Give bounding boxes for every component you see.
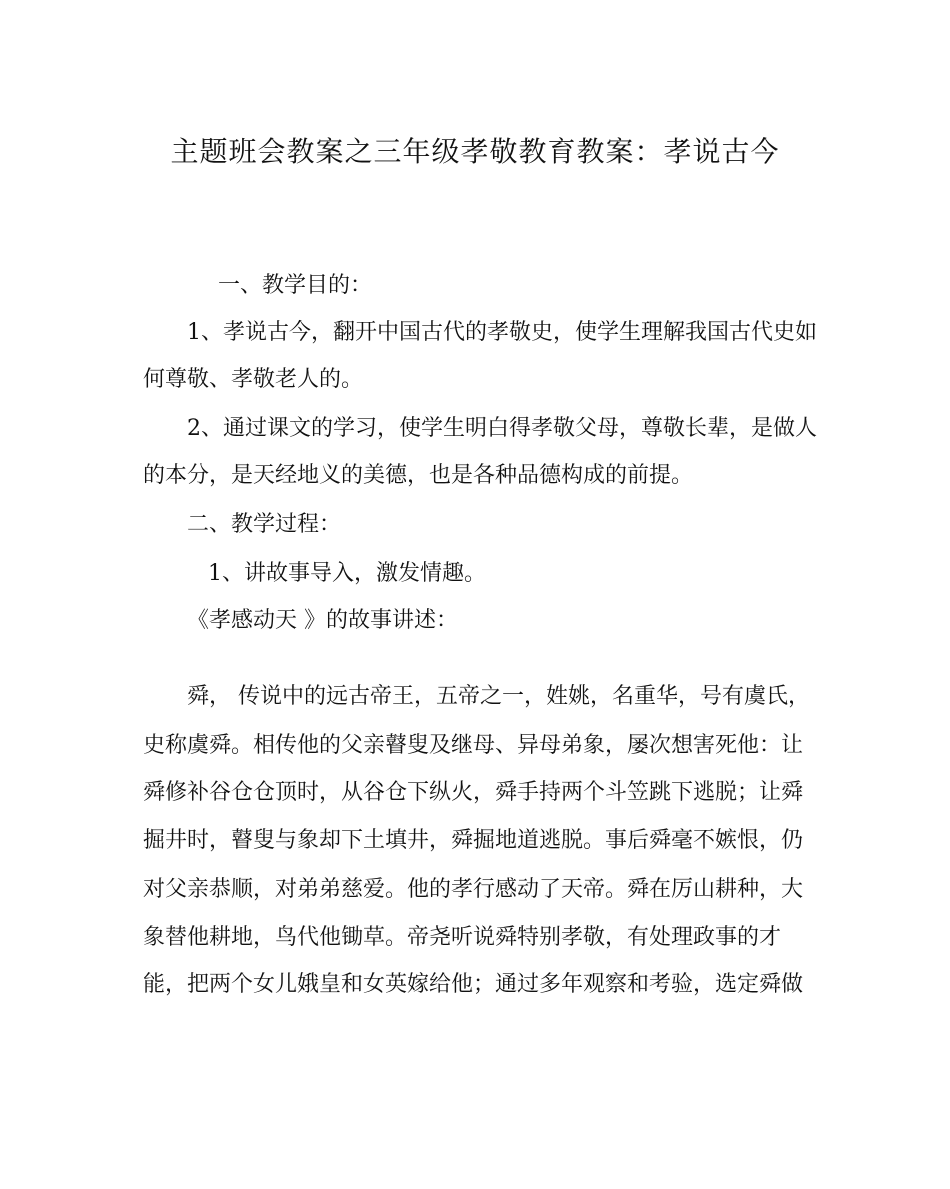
story-line: 史称虞舜。相传他的父亲瞽叟及继母、异母弟象，屡次想害死他：让	[143, 733, 804, 758]
heading-objectives: 一、教学目的：	[218, 273, 373, 298]
paragraph-line: 2、通过课文的学习，使学生明白得孝敬父母，尊敬长辈，是做人	[187, 416, 817, 441]
story-line: 对父亲恭顺，对弟弟慈爱。他的孝行感动了天帝。舜在厉山耕种，大	[143, 877, 804, 902]
story-line: 掘井时，瞽叟与象却下土填井，舜掘地道逃脱。事后舜毫不嫉恨，仍	[143, 828, 804, 853]
paragraph-line: 1、讲故事导入，激发情趣。	[208, 561, 486, 586]
paragraph-line: 何尊敬、孝敬老人的。	[143, 367, 364, 392]
story-line: 能，把两个女儿娥皇和女英嫁给他；通过多年观察和考验，选定舜做	[143, 972, 804, 997]
story-line: 象替他耕地，鸟代他锄草。帝尧听说舜特别孝敬，有处理政事的才	[143, 925, 782, 950]
paragraph-line: 1、孝说古今，翻开中国古代的孝敬史，使学生理解我国古代史如	[187, 320, 817, 345]
heading-process: 二、教学过程：	[187, 512, 342, 537]
paragraph-line: 的本分，是天经地义的美德，也是各种品德构成的前提。	[143, 463, 694, 488]
story-line: 舜修补谷仓仓顶时，从谷仓下纵火，舜手持两个斗笠跳下逃脱；让舜	[143, 780, 804, 805]
page-title: 主题班会教案之三年级孝敬教育教案：孝说古今	[170, 135, 780, 168]
story-heading: 《孝感动天 》的故事讲述：	[187, 608, 458, 633]
story-line: 舜， 传说中的远古帝王，五帝之一，姓姚，名重华，号有虞氏，	[187, 684, 810, 709]
